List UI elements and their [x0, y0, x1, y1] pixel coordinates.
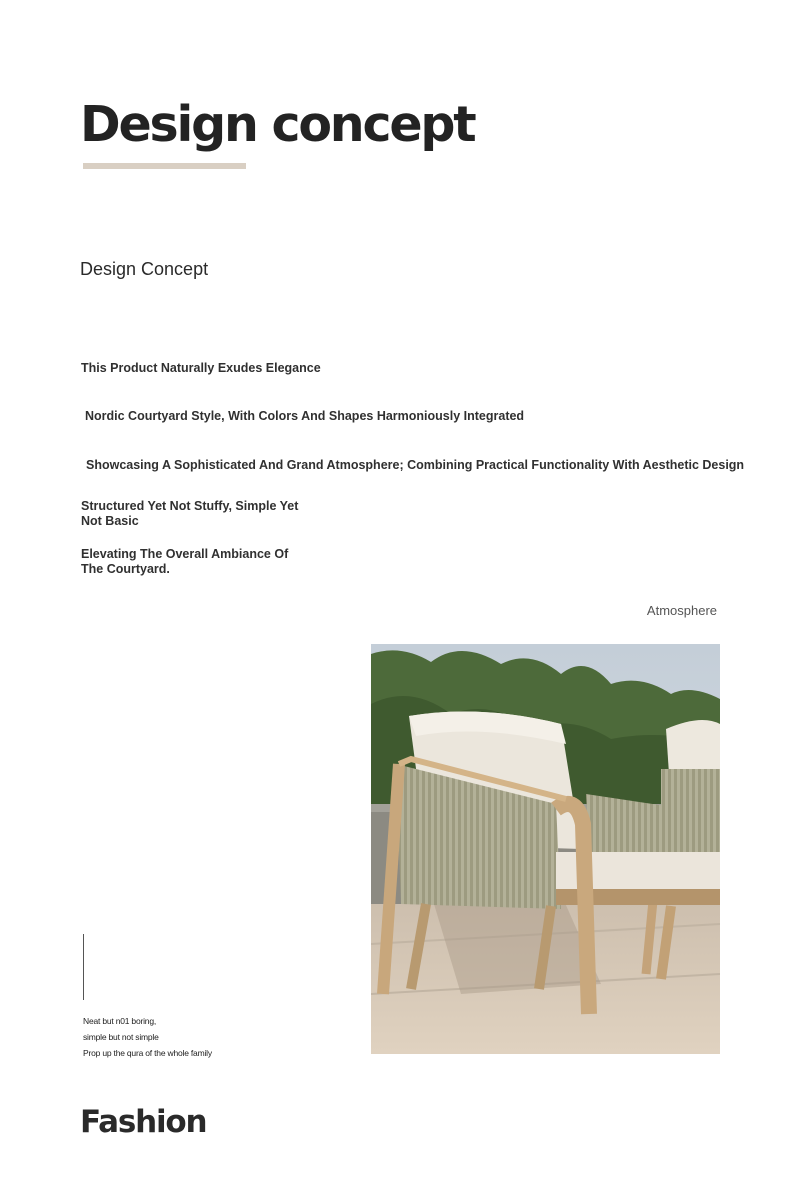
page-title: Design concept: [80, 96, 475, 153]
title-underline: [83, 163, 246, 169]
concept-line-4: Structured Yet Not Stuffy, Simple Yet Not Basic: [81, 499, 299, 528]
caption-line-1: Neat but n01 boring,: [83, 1016, 157, 1026]
concept-line-2: Nordic Courtyard Style, With Colors And Shapes Harmoniously Integrated: [85, 409, 525, 423]
fashion-title: Fashion: [80, 1104, 207, 1140]
caption-line-3: Prop up the qura of the whole family: [83, 1048, 212, 1058]
section-heading: Design Concept: [80, 259, 209, 279]
concept-line-1: This Product Naturally Exudes Elegance: [81, 361, 321, 375]
vertical-divider: [83, 934, 84, 1000]
caption-line-2: simple but not simple: [83, 1032, 159, 1042]
concept-line-5: Elevating The Overall Ambiance Of The Courtyard.: [81, 547, 289, 576]
atmosphere-label: Atmosphere: [646, 603, 717, 618]
concept-line-3: Showcasing A Sophisticated And Grand Atmosphere; Combining Practical Functionality With Aesthetic Design: [86, 458, 745, 472]
outdoor-armchair-photo: [371, 644, 720, 1054]
